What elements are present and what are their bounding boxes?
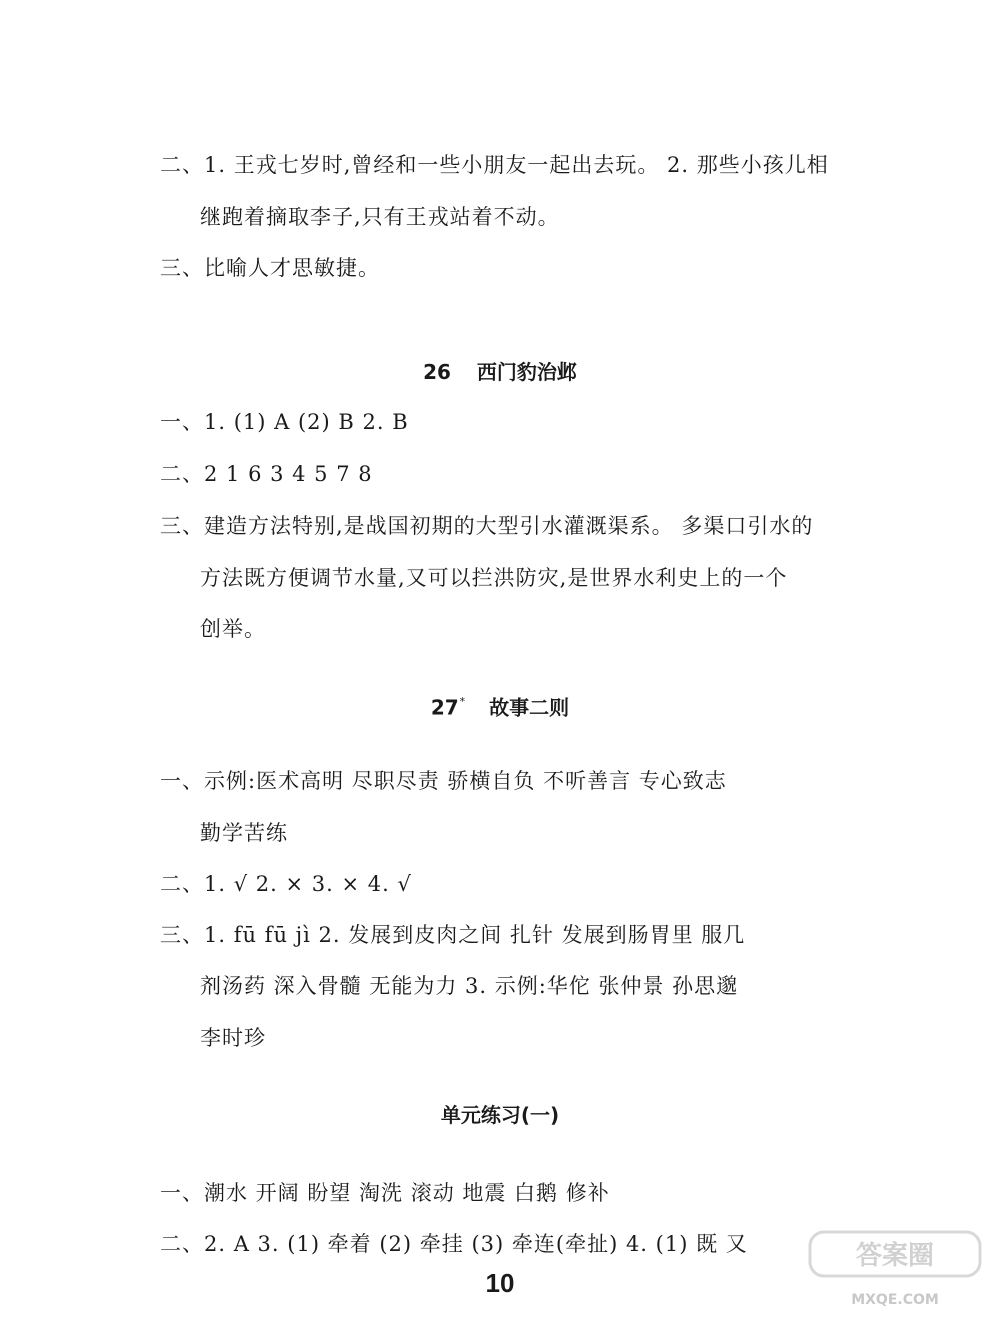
section-name: 西门豹治邺 <box>476 360 577 384</box>
section-title-unit: 单元练习(一) <box>440 1103 560 1127</box>
answer-line: 一、示例:医术高明 尽职尽责 骄横自负 不听善言 专心致志 <box>160 769 727 793</box>
watermark-url: MXQE.COM <box>851 1292 939 1308</box>
answer-line: 二、2 1 6 3 4 5 7 8 <box>160 462 373 486</box>
section-title-26 <box>0 358 1000 386</box>
answer-line: 一、潮水 开阔 盼望 淘洗 滚动 地震 白鹅 修补 <box>160 1181 610 1205</box>
answer-line: 继跑着摘取李子,只有王戎站着不动。 <box>200 205 560 229</box>
answer-line: 李时珍 <box>200 1026 266 1050</box>
answer-line: 一、1. (1) A (2) B 2. B <box>160 410 409 434</box>
answer-line: 剂汤药 深入骨髓 无能为力 3. 示例:华佗 张仲景 孙思邈 <box>200 974 739 998</box>
answer-line: 二、2. A 3. (1) 牵着 (2) 牵挂 (3) 牵连(牵扯) 4. (1) 既 又 <box>160 1232 748 1256</box>
answer-line: 三、建造方法特别,是战国初期的大型引水灌溉渠系。 多渠口引水的 <box>160 514 814 538</box>
section-number: 27 <box>430 695 459 720</box>
answer-line: 二、1. 王戎七岁时,曾经和一些小朋友一起出去玩。 2. 那些小孩儿相 <box>160 153 829 177</box>
answer-line: 创举。 <box>200 617 266 641</box>
answer-line: 三、1. fū fū jì 2. 发展到皮肉之间 扎针 发展到肠胃里 服几 <box>160 923 746 947</box>
watermark-logo-text: 答案圈 <box>855 1241 935 1271</box>
answer-line: 三、比喻人才思敏捷。 <box>160 256 380 280</box>
answer-line: 二、1. √ 2. × 3. × 4. √ <box>160 872 412 896</box>
answer-line: 勤学苦练 <box>200 821 288 845</box>
page-number: 10 <box>485 1268 515 1298</box>
section-title-27 <box>0 690 1000 722</box>
answer-line: 方法既方便调节水量,又可以拦洪防灾,是世界水利史上的一个 <box>200 566 788 590</box>
optional-mark: * <box>459 695 466 708</box>
section-number: 26 <box>423 360 451 384</box>
watermark-logo <box>800 1222 990 1322</box>
section-name: 故事二则 <box>489 695 570 720</box>
